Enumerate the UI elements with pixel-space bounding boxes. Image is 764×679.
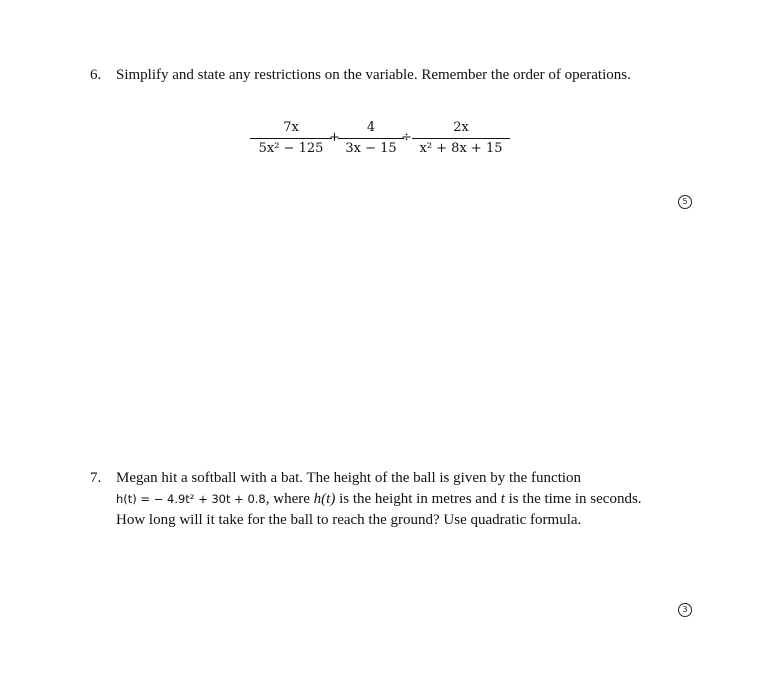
question-6-prompt: Simplify and state any restrictions on the variable. Remember the order of operations. (116, 67, 631, 83)
question-7-marks-badge: 3 (678, 603, 692, 617)
fraction-2-denominator: 3x − 15 (338, 138, 404, 159)
question-7-line-2 (116, 489, 642, 510)
rational-expression (250, 118, 520, 162)
fraction-2 (338, 118, 404, 159)
fraction-3-denominator: x² + 8x + 15 (412, 138, 510, 159)
fraction-1-denominator: 5x² − 125 (250, 138, 332, 159)
line-2-text-a: , where (265, 491, 314, 507)
question-7-line-3: How long will it take for the ball to reach the ground? Use quadratic formula. (116, 512, 582, 528)
question-7-number: 7. (90, 470, 102, 486)
fraction-1-numerator: 7x (283, 120, 299, 135)
fraction-1 (250, 118, 332, 159)
plus-operator: + (329, 130, 340, 145)
question-6-marks-badge: 5 (678, 195, 692, 209)
line-2-ht: h(t) (313, 491, 336, 507)
fraction-3 (412, 118, 510, 159)
height-function: h(t) = − 4.9t² + 30t + 0.8 (116, 492, 266, 506)
divide-operator: ÷ (401, 130, 412, 145)
question-6-number: 6. (90, 67, 102, 83)
question-7-line-1: Megan hit a softball with a bat. The height of the ball is given by the function (116, 470, 582, 486)
fraction-2-numerator: 4 (366, 120, 376, 135)
line-2-t: t (500, 491, 505, 507)
fraction-3-numerator: 2x (453, 120, 469, 135)
line-2-text-b: is the height in metres and (335, 491, 501, 507)
line-2-text-c: is the time in seconds. (504, 491, 642, 507)
